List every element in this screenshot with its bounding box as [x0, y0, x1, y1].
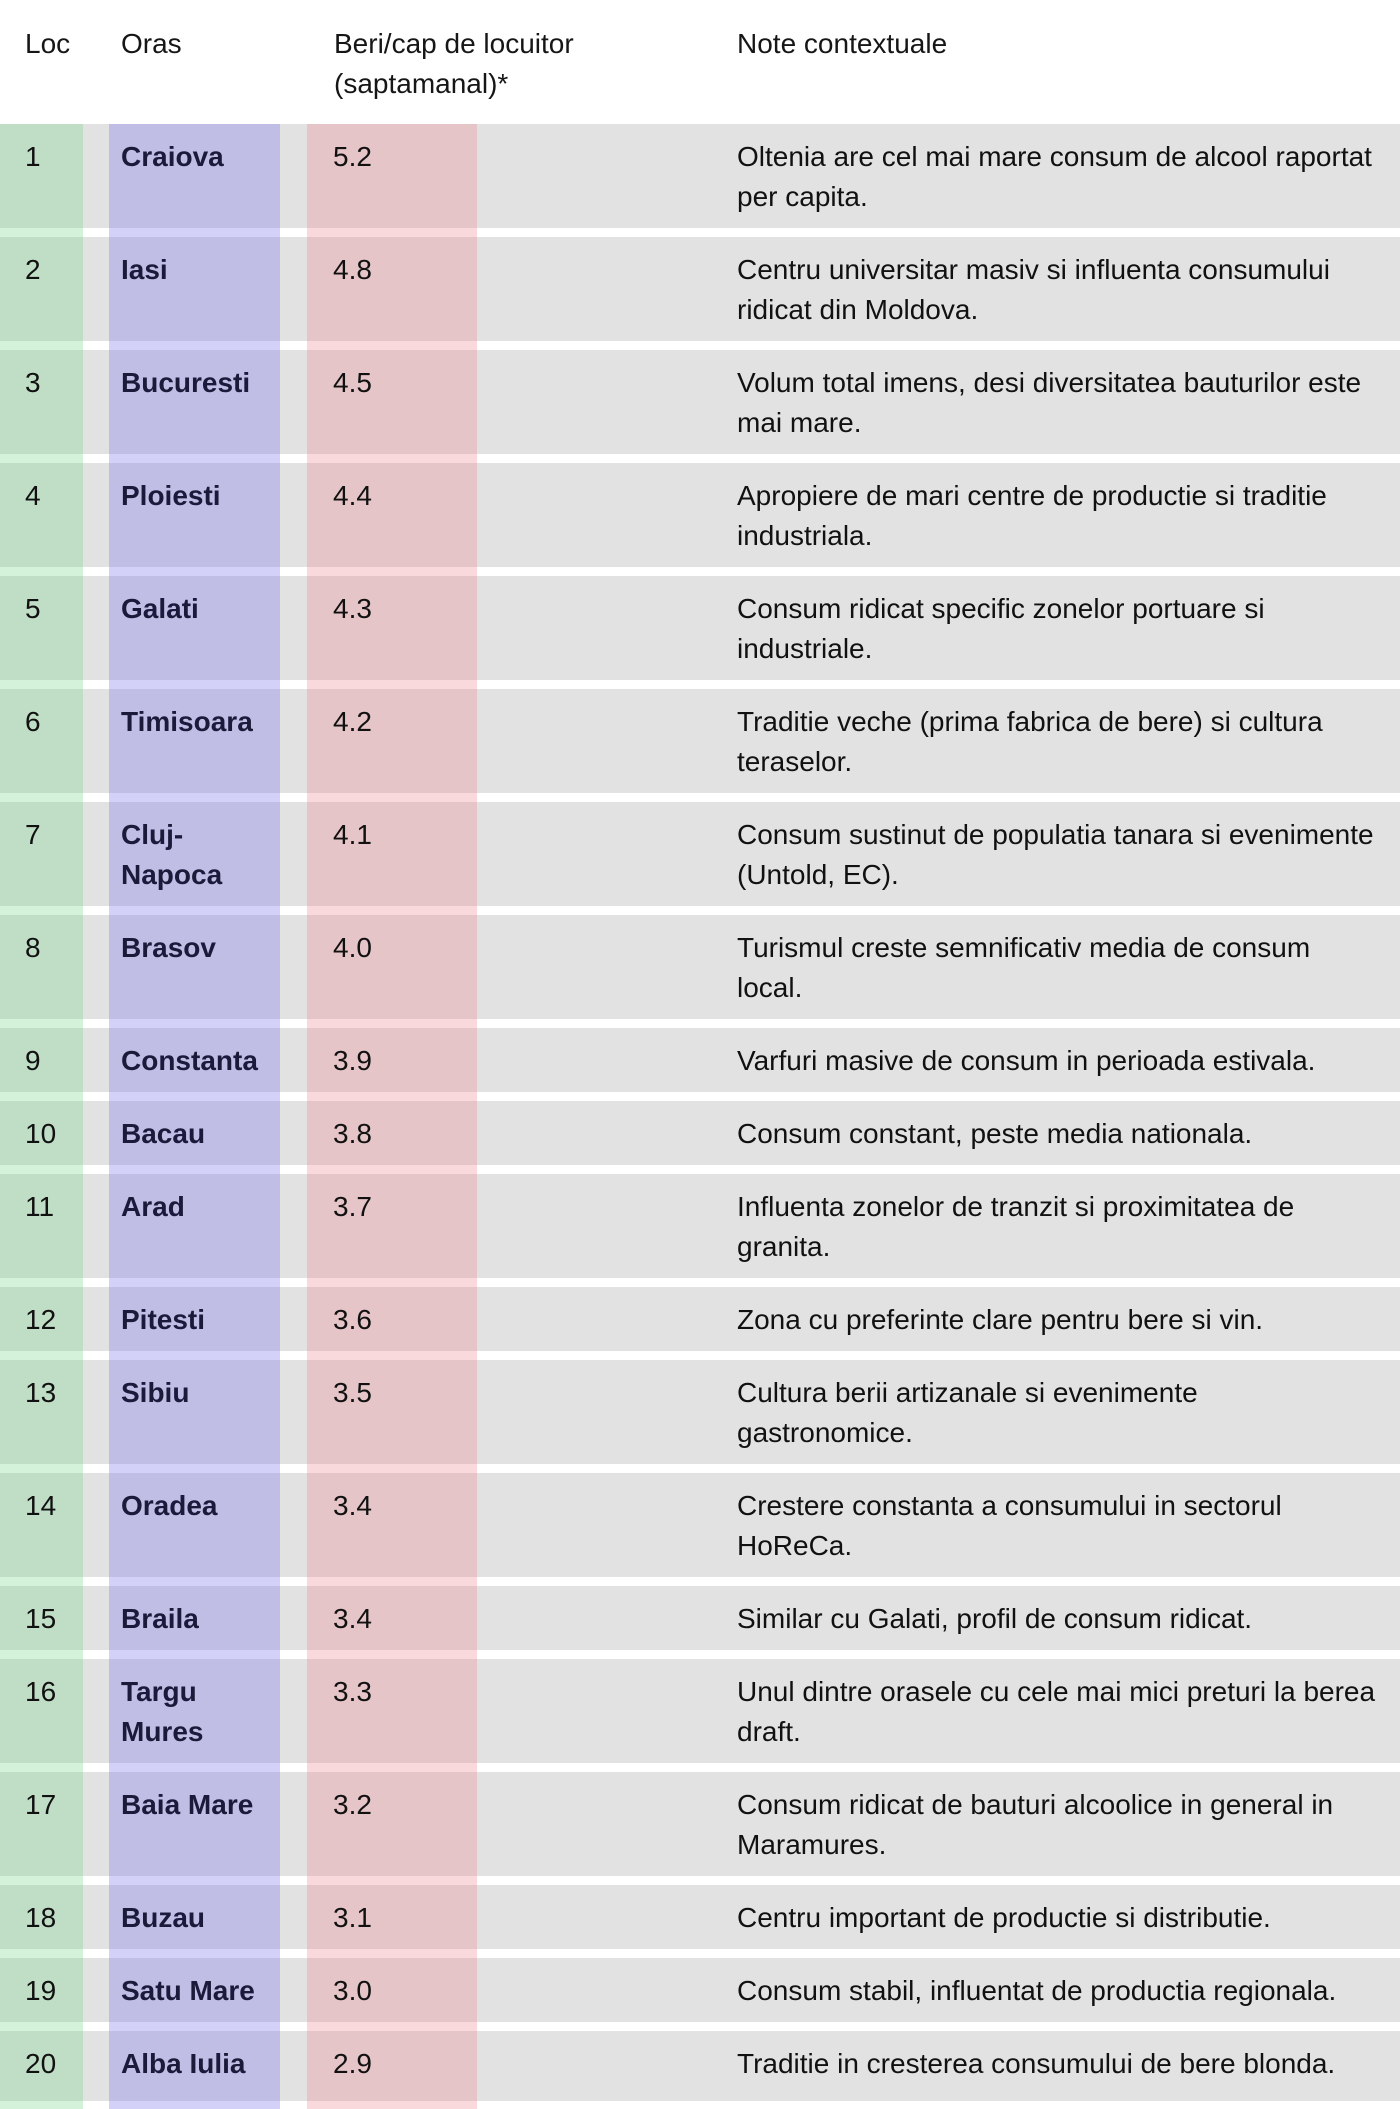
rank-cell: 18	[25, 1902, 57, 1933]
beer-cell: 3.3	[333, 1676, 372, 1707]
city-cell: Brasov	[121, 932, 216, 963]
city-cell: Oradea	[121, 1490, 218, 1521]
note-cell: Consum sustinut de populatia tanara si evenimente (Untold, EC).	[737, 819, 1374, 890]
table-row	[0, 237, 1400, 350]
note-cell: Centru universitar masiv si influenta consumului ridicat din Moldova.	[737, 254, 1330, 325]
city-cell: Bacau	[121, 1118, 206, 1149]
city-cell: Iasi	[121, 254, 168, 285]
table-body	[0, 124, 1400, 2101]
rank-cell: 2	[25, 254, 41, 285]
table-header	[0, 0, 1400, 124]
table-row	[0, 463, 1400, 576]
city-cell: Baia Mare	[121, 1789, 254, 1820]
rank-cell: 20	[25, 2048, 57, 2079]
rank-cell: 5	[25, 593, 41, 624]
city-cell: Satu Mare	[121, 1975, 255, 2006]
table-row	[0, 1028, 1400, 1101]
table-row	[0, 915, 1400, 1028]
header-beer-per-capita	[334, 24, 634, 104]
beer-cell: 3.0	[333, 1975, 372, 2006]
rank-cell: 8	[25, 932, 41, 963]
rank-cell: 14	[25, 1490, 57, 1521]
city-cell: Pitesti	[121, 1304, 206, 1335]
note-cell: Crestere constanta a consumului in sectorul HoReCa.	[737, 1490, 1282, 1561]
rank-cell: 3	[25, 367, 41, 398]
city-cell: Ploiesti	[121, 480, 221, 511]
note-cell: Unul dintre orasele cu cele mai mici preturi la berea draft.	[737, 1676, 1376, 1747]
rank-cell: 4	[25, 480, 41, 511]
beer-cell: 3.8	[333, 1118, 372, 1149]
beer-cell: 4.3	[333, 593, 372, 624]
table-row	[0, 576, 1400, 689]
table-row	[0, 1360, 1400, 1473]
city-cell: Bucuresti	[121, 367, 251, 398]
rank-cell: 12	[25, 1304, 57, 1335]
note-cell: Influenta zonelor de tranzit si proximitatea de granita.	[737, 1191, 1295, 1262]
city-cell: Cluj-Napoca	[121, 819, 223, 890]
table-row	[0, 1586, 1400, 1659]
note-cell: Traditie in cresterea consumului de bere blonda.	[737, 2048, 1336, 2079]
header-rank: Loc	[25, 28, 71, 59]
beer-cell: 3.4	[333, 1490, 372, 1521]
table-row	[0, 124, 1400, 237]
beer-cell: 4.5	[333, 367, 372, 398]
city-cell: Alba Iulia	[121, 2048, 246, 2079]
beer-cell: 3.1	[333, 1902, 372, 1933]
beer-cell: 2.9	[333, 2048, 372, 2079]
city-cell: Galati	[121, 593, 199, 624]
city-cell: Craiova	[121, 141, 224, 172]
note-cell: Volum total imens, desi diversitatea bauturilor este mai mare.	[737, 367, 1362, 438]
city-cell: Constanta	[121, 1045, 258, 1076]
rank-cell: 15	[25, 1603, 57, 1634]
rank-cell: 17	[25, 1789, 57, 1820]
header-notes: Note contextuale	[737, 28, 948, 59]
header-city: Oras	[121, 28, 182, 59]
note-cell: Varfuri masive de consum in perioada estivala.	[737, 1045, 1316, 1076]
rank-cell: 13	[25, 1377, 57, 1408]
table-row	[0, 1287, 1400, 1360]
beer-cell: 3.6	[333, 1304, 372, 1335]
table-row	[0, 689, 1400, 802]
header-beer-line1: Beri/cap de locuitor	[334, 28, 574, 59]
beer-cell: 5.2	[333, 141, 372, 172]
beer-cell: 3.9	[333, 1045, 372, 1076]
city-cell: Arad	[121, 1191, 185, 1222]
city-cell: Sibiu	[121, 1377, 190, 1408]
rank-cell: 7	[25, 819, 41, 850]
note-cell: Similar cu Galati, profil de consum ridicat.	[737, 1603, 1253, 1634]
table-row	[0, 2031, 1400, 2101]
city-cell: Targu Mures	[121, 1676, 204, 1747]
city-cell: Braila	[121, 1603, 199, 1634]
beer-cell: 4.4	[333, 480, 372, 511]
note-cell: Consum stabil, influentat de productia regionala.	[737, 1975, 1337, 2006]
table-row	[0, 1772, 1400, 1885]
table-row	[0, 1885, 1400, 1958]
beer-cell: 4.0	[333, 932, 372, 963]
table-row	[0, 802, 1400, 915]
rank-cell: 6	[25, 706, 41, 737]
rank-cell: 9	[25, 1045, 41, 1076]
table-row	[0, 1174, 1400, 1287]
note-cell: Centru important de productie si distributie.	[737, 1902, 1271, 1933]
note-cell: Consum constant, peste media nationala.	[737, 1118, 1253, 1149]
rank-cell: 1	[25, 141, 41, 172]
note-cell: Oltenia are cel mai mare consum de alcool raportat per capita.	[737, 141, 1372, 212]
beer-cell: 3.2	[333, 1789, 372, 1820]
note-cell: Consum ridicat specific zonelor portuare si industriale.	[737, 593, 1265, 664]
note-cell: Cultura berii artizanale si evenimente gastronomice.	[737, 1377, 1198, 1448]
note-cell: Zona cu preferinte clare pentru bere si vin.	[737, 1304, 1264, 1335]
beer-cell: 3.7	[333, 1191, 372, 1222]
beer-cell: 4.1	[333, 819, 372, 850]
beer-cell: 4.2	[333, 706, 372, 737]
beer-cell: 3.4	[333, 1603, 372, 1634]
rank-cell: 19	[25, 1975, 57, 2006]
beer-cell: 4.8	[333, 254, 372, 285]
city-cell: Timisoara	[121, 706, 253, 737]
header-beer-line2: (saptamanal)*	[334, 68, 509, 99]
note-cell: Traditie veche (prima fabrica de bere) si cultura teraselor.	[737, 706, 1323, 777]
table-row	[0, 1473, 1400, 1586]
city-cell: Buzau	[121, 1902, 205, 1933]
rank-cell: 16	[25, 1676, 57, 1707]
note-cell: Consum ridicat de bauturi alcoolice in general in Maramures.	[737, 1789, 1334, 1860]
beer-cell: 3.5	[333, 1377, 372, 1408]
table-row	[0, 1659, 1400, 1772]
table-row	[0, 1101, 1400, 1174]
note-cell: Apropiere de mari centre de productie si traditie industriala.	[737, 480, 1327, 551]
table-row	[0, 350, 1400, 463]
note-cell: Turismul creste semnificativ media de consum local.	[737, 932, 1311, 1003]
rank-cell: 11	[25, 1191, 55, 1222]
table-row	[0, 1958, 1400, 2031]
rank-cell: 10	[25, 1118, 57, 1149]
